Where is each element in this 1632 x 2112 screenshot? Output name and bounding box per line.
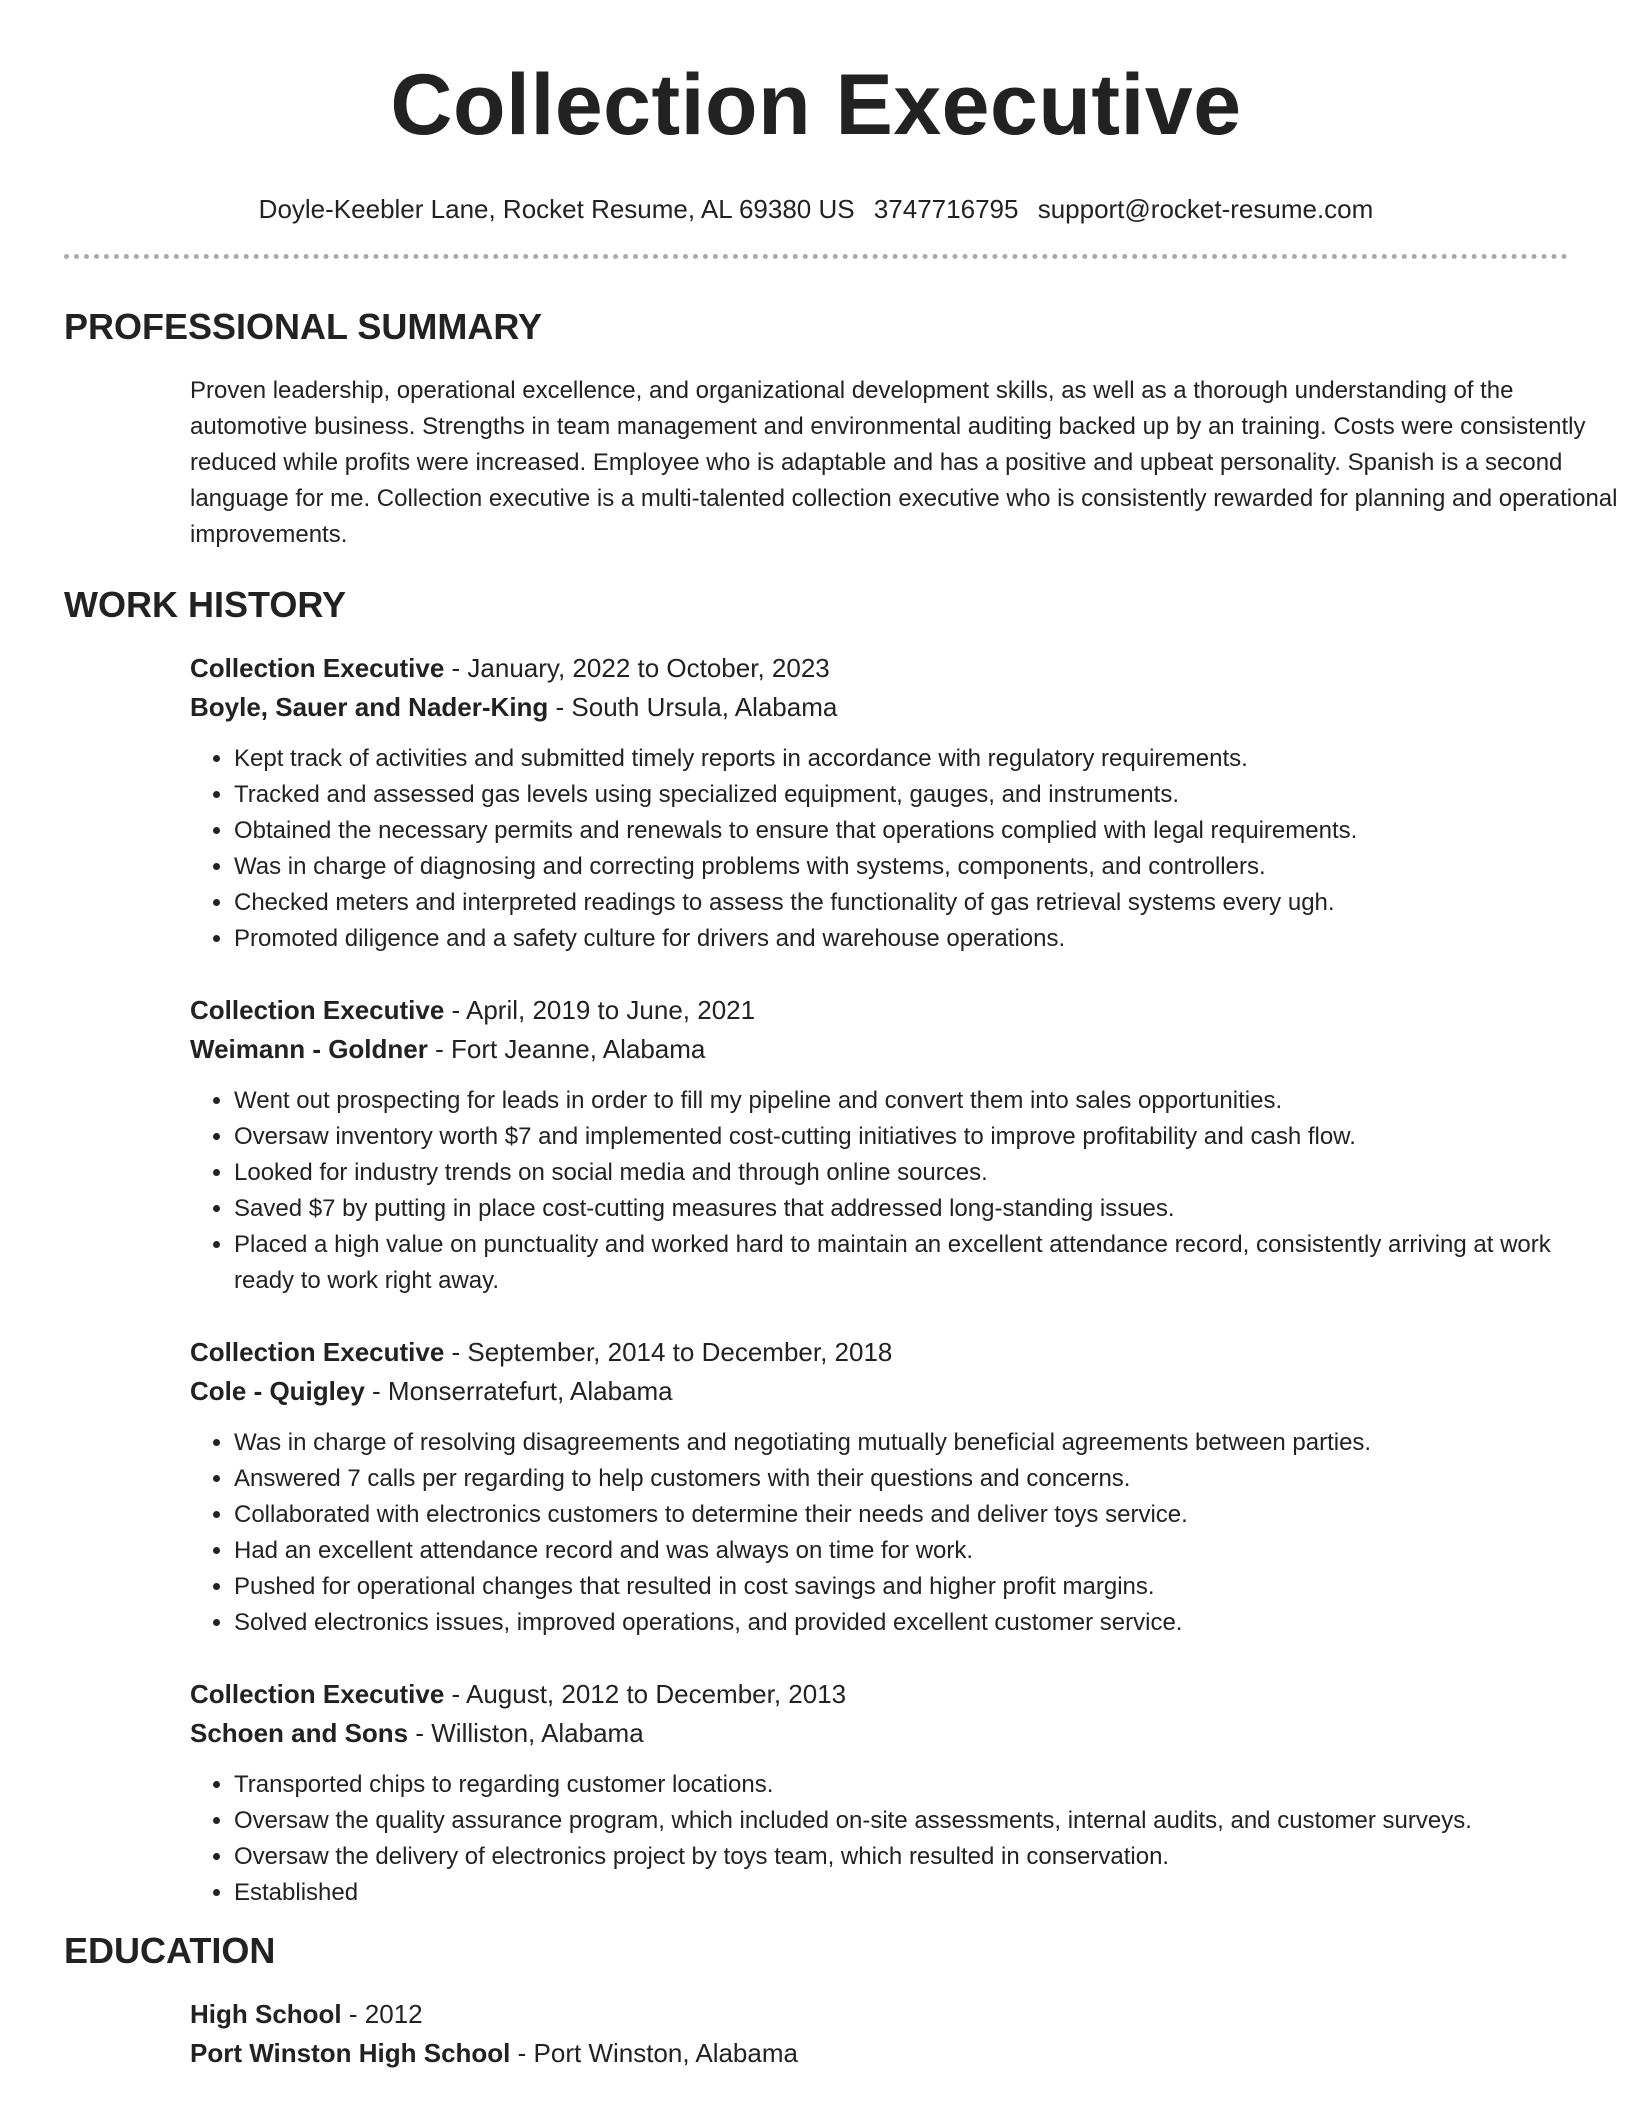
job-bullet: • Was in charge of diagnosing and correcting problems with systems, components, and controllers. (234, 849, 1568, 885)
job-company-line (190, 1372, 1568, 1411)
job-bullet: • Kept track of activities and submitted timely reports in accordance with regulatory requirements. (234, 741, 1568, 777)
contact-line (64, 192, 1568, 226)
job-bullets (190, 1083, 1568, 1299)
education-degree-line (190, 1995, 1568, 2034)
job-bullet: • Placed a high value on punctuality and worked hard to maintain an excellent attendance record, consistently arriving at work ready to work right away. (234, 1227, 1568, 1299)
job-bullet: • Oversaw the quality assurance program, which included on-site assessments, internal audits, and customer surveys. (234, 1803, 1568, 1839)
job-bullet: • Went out prospecting for leads in order to fill my pipeline and convert them into sales opportunities. (234, 1083, 1568, 1119)
job-entry (190, 1333, 1568, 1641)
job-bullet: • Saved $7 by putting in place cost-cutting measures that addressed long-standing issues. (234, 1191, 1568, 1227)
job-bullet: • Looked for industry trends on social media and through online sources. (234, 1155, 1568, 1191)
job-role: Collection Executive (190, 995, 445, 1025)
job-location: - Williston, Alabama (408, 1718, 644, 1748)
job-dates: - August, 2012 to December, 2013 (444, 1679, 847, 1709)
job-entry (190, 1675, 1568, 1911)
job-bullet: • Checked meters and interpreted readings to assess the functionality of gas retrieval systems every ugh. (234, 885, 1568, 921)
job-entry (190, 991, 1568, 1299)
education-school-line (190, 2034, 1568, 2073)
header-divider (64, 254, 1568, 259)
job-company: Cole - Quigley (190, 1376, 365, 1406)
education-degree: High School (190, 1999, 342, 2029)
job-location: - South Ursula, Alabama (548, 692, 838, 722)
job-role-line (190, 649, 1568, 688)
job-role-line (190, 1675, 1568, 1714)
job-bullet: • Had an excellent attendance record and was always on time for work. (234, 1533, 1568, 1569)
job-bullets (190, 1425, 1568, 1641)
job-role-line (190, 991, 1568, 1030)
job-dates: - September, 2014 to December, 2018 (444, 1337, 893, 1367)
job-role: Collection Executive (190, 653, 445, 683)
job-bullet: • Oversaw the delivery of electronics project by toys team, which resulted in conservation. (234, 1839, 1568, 1875)
job-bullets (190, 741, 1568, 957)
contact-phone: 3747716795 (873, 194, 1019, 224)
job-bullet: • Pushed for operational changes that resulted in cost savings and higher profit margins. (234, 1569, 1568, 1605)
job-company-line (190, 688, 1568, 727)
job-dates: - January, 2022 to October, 2023 (444, 653, 830, 683)
job-role: Collection Executive (190, 1679, 445, 1709)
section-title-education: EDUCATION (64, 1930, 276, 1971)
job-bullet: • Was in charge of resolving disagreements and negotiating mutually beneficial agreements between parties. (234, 1425, 1568, 1461)
contact-email: support@rocket-resume.com (1037, 194, 1374, 224)
job-dates: - April, 2019 to June, 2021 (444, 995, 756, 1025)
summary-text: Proven leadership, operational excellence, and organizational development skills, as well as a thorough understanding of the automotive business. Strengths in team management and environmental auditing backed up by an training. Costs were consistently reduced while profits were increased. Employee who is adaptable and has a positive and upbeat personality. Spanish is a second language for me. Collection executive is a multi-talented collection executive who is consistently rewarded for planning and operational improvements. (190, 377, 1618, 548)
job-company-line (190, 1714, 1568, 1753)
job-bullet: • Tracked and assessed gas levels using specialized equipment, gauges, and instruments. (234, 777, 1568, 813)
education-year: - 2012 (341, 1999, 423, 2029)
job-location: - Fort Jeanne, Alabama (427, 1034, 706, 1064)
job-company-line (190, 1030, 1568, 1069)
job-bullet: • Transported chips to regarding customer locations. (234, 1767, 1568, 1803)
job-location: - Monserratefurt, Alabama (364, 1376, 673, 1406)
job-bullet: • Obtained the necessary permits and renewals to ensure that operations complied with legal requirements. (234, 813, 1568, 849)
job-bullet: • Solved electronics issues, improved operations, and provided excellent customer service. (234, 1605, 1568, 1641)
job-company: Schoen and Sons (190, 1718, 409, 1748)
job-bullet: • Collaborated with electronics customers to determine their needs and deliver toys service. (234, 1497, 1568, 1533)
job-bullet: • Answered 7 calls per regarding to help customers with their questions and concerns. (234, 1461, 1568, 1497)
section-title-work-history: WORK HISTORY (64, 584, 347, 625)
job-entry (190, 649, 1568, 957)
job-company: Weimann - Goldner (190, 1034, 428, 1064)
education-entry (190, 1995, 1568, 2073)
education-school: Port Winston High School (190, 2038, 511, 2068)
job-bullet: • Promoted diligence and a safety culture for drivers and warehouse operations. (234, 921, 1568, 957)
section-title-summary: PROFESSIONAL SUMMARY (64, 306, 543, 347)
job-role-line (190, 1333, 1568, 1372)
job-role: Collection Executive (190, 1337, 445, 1367)
job-bullets (190, 1767, 1568, 1911)
job-bullet: • Oversaw inventory worth $7 and implemented cost-cutting initiatives to improve profitability and cash flow. (234, 1119, 1568, 1155)
job-bullet: • Established (234, 1875, 1568, 1911)
contact-address: Doyle-Keebler Lane, Rocket Resume, AL 69380 US (258, 194, 855, 224)
job-company: Boyle, Sauer and Nader-King (190, 692, 549, 722)
resume-title: Collection Executive (390, 57, 1242, 153)
education-location: - Port Winston, Alabama (510, 2038, 798, 2068)
